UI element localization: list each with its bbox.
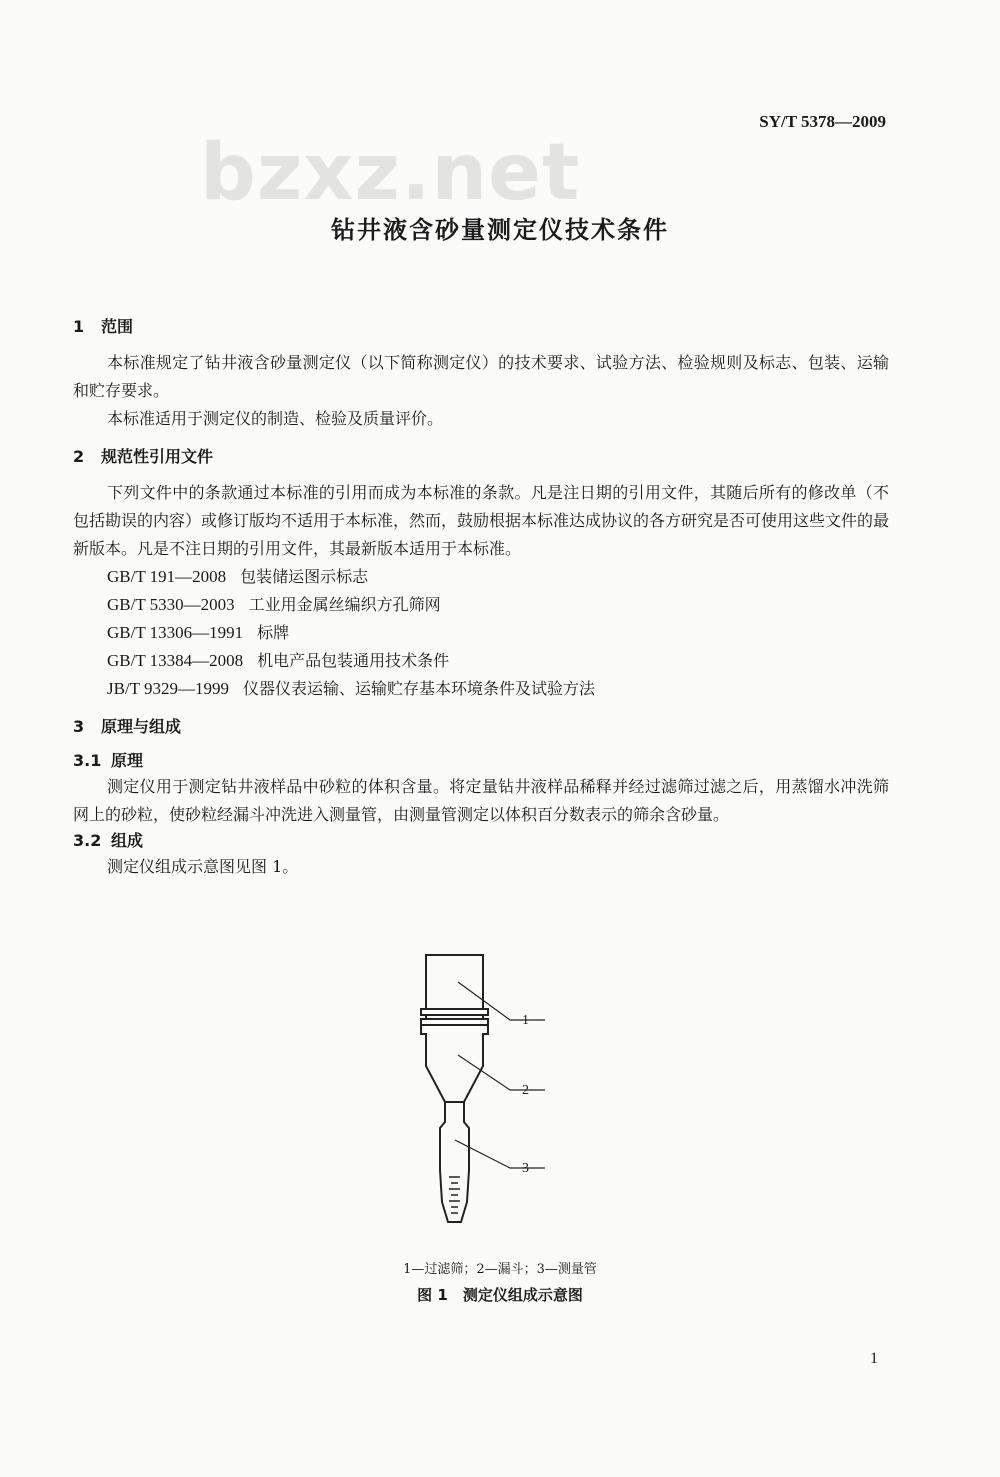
- document-body: [73, 315, 889, 881]
- section-2-heading: [73, 445, 889, 469]
- paragraph: 测定仪组成示意图见图 1。: [107, 857, 299, 876]
- reference-title: 仪器仪表运输、运输贮存基本环境条件及试验方法: [243, 679, 596, 698]
- reference-item: [73, 563, 889, 591]
- reference-item: [73, 591, 889, 619]
- reference-code: GB/T 13306—1991: [107, 623, 244, 642]
- reference-item: [73, 647, 889, 675]
- filter-ring-lower: [421, 1019, 488, 1025]
- part-label-2: 2: [522, 1083, 529, 1098]
- instrument-diagram: [0, 940, 1000, 1240]
- subsection-number: 3.2: [73, 831, 102, 850]
- reference-code: GB/T 13384—2008: [107, 651, 244, 670]
- subsection-3-1-heading: [73, 749, 889, 773]
- paragraph: 本标准适用于测定仪的制造、检验及质量评价。: [107, 409, 444, 428]
- reference-title: 机电产品包装通用技术条件: [257, 651, 450, 670]
- section-number: 2: [73, 447, 85, 466]
- figure-legend: 1—过滤筛；2—漏斗；3—测量管: [403, 1262, 597, 1277]
- subsection-3-2-heading: [73, 829, 889, 853]
- document-title: 钻井液含砂量测定仪技术条件: [331, 216, 669, 244]
- section-1-heading: [73, 315, 889, 339]
- paragraph: 下列文件中的条款通过本标准的引用而成为本标准的条款。凡是注日期的引用文件，其随后所有的修改单（不包括勘误的内容）或修订版均不适用于本标准，然而，鼓励根据本标准达成协议的各方研究是否可使用这些文件的最新版本。凡是不注日期的引用文件，其最新版本适用于本标准。: [73, 483, 890, 558]
- section-title: 原理与组成: [101, 717, 182, 736]
- section-3-heading: [73, 715, 889, 739]
- reference-item: [73, 675, 889, 703]
- subsection-number: 3.1: [73, 751, 102, 770]
- reference-title: 包装储运图示标志: [240, 567, 369, 586]
- section-number: 3: [73, 717, 85, 736]
- section-number: 1: [73, 317, 85, 336]
- paragraph: 本标准规定了钻井液含砂量测定仪（以下简称测定仪）的技术要求、试验方法、检验规则及标志、包装、运输和贮存要求。: [73, 353, 889, 400]
- part-label-3: 3: [522, 1161, 529, 1176]
- section-title: 规范性引用文件: [101, 447, 214, 466]
- graduation-marks: [449, 1177, 460, 1213]
- filter-ring: [421, 1009, 488, 1015]
- subsection-title: 原理: [111, 751, 144, 770]
- reference-code: GB/T 5330—2003: [107, 595, 235, 614]
- reference-item: [73, 619, 889, 647]
- paragraph: 测定仪用于测定钻井液样品中砂粒的体积含量。将定量钻井液样品稀释并经过滤筛过滤之后，用蒸馏水冲洗筛网上的砂粒，使砂粒经漏斗冲洗进入测量管，由测量管测定以体积百分数表示的筛余含砂量。: [73, 777, 889, 824]
- part-label-1: 1: [522, 1013, 529, 1028]
- reference-title: 工业用金属丝编织方孔筛网: [248, 595, 441, 614]
- reference-title: 标牌: [257, 623, 290, 642]
- figure-caption: 图 1 测定仪组成示意图: [417, 1286, 583, 1304]
- reference-code: GB/T 191—2008: [107, 567, 227, 586]
- filter-screen-body: [426, 955, 483, 1009]
- standard-code: SY/T 5378—2009: [759, 112, 886, 131]
- section-title: 范围: [101, 317, 134, 336]
- subsection-title: 组成: [111, 831, 144, 850]
- funnel-shape: [421, 1025, 488, 1102]
- watermark: bzxz.net: [200, 128, 581, 218]
- measuring-tube: [440, 1102, 469, 1222]
- page-number: 1: [870, 1350, 878, 1367]
- leader-line-2: [458, 1055, 545, 1090]
- reference-code: JB/T 9329—1999: [107, 679, 230, 698]
